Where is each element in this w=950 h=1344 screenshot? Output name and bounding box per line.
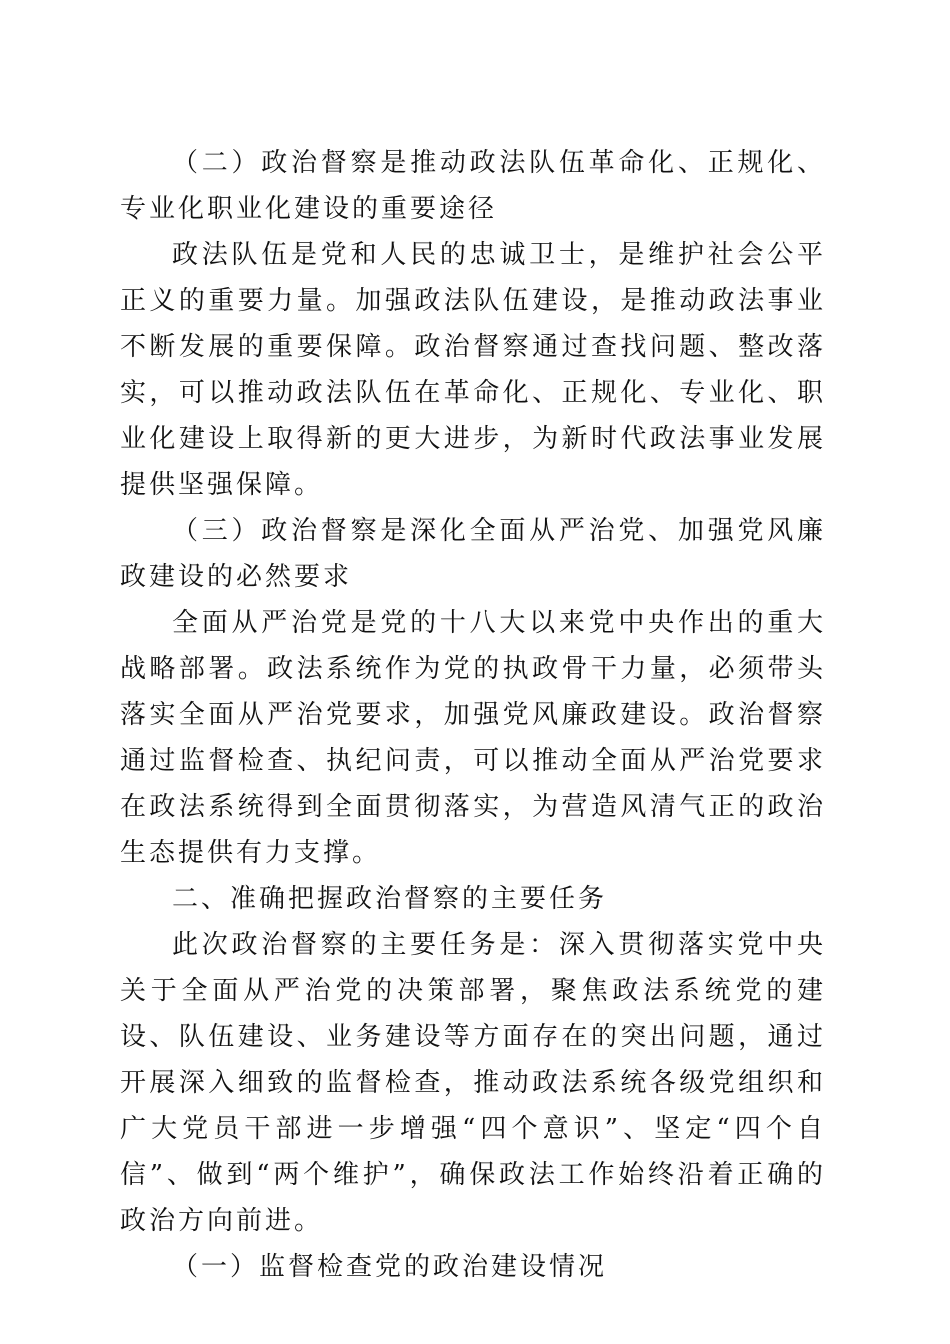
section-heading-1-political-construction: （一）监督检查党的政治建设情况 [172,1252,608,1282]
body-paragraph-strict-party-governance: 全面从严治党是党的十八大以来党中央作出的重大战略部署。政法系统作为党的执政骨干力量，必须带头落实全面从严治党要求，加强党风廉政建设。政治督察通过监督检查、执纪问责，可以推动全面从严治党要求在政法系统得到全面贯彻落实，为营造风清气正的政治生态提供有力支撑。 [120,608,826,868]
document-body [120,140,826,1290]
section-heading-2-political-inspection-team-building: （二）政治督察是推动政法队伍革命化、正规化、专业化职业化建设的重要途径 [120,148,826,224]
body-paragraph-main-tasks: 此次政治督察的主要任务是：深入贯彻落实党中央关于全面从严治党的决策部署，聚焦政法系统党的建设、队伍建设、业务建设等方面存在的突出问题，通过开展深入细致的监督检查，推动政法系统各级党组织和广大党员干部进一步增强“四个意识”、坚定“四个自信”、做到“两个维护”，确保政法工作始终沿着正确的政治方向前进。 [120,930,826,1236]
body-paragraph-team-building: 政法队伍是党和人民的忠诚卫士，是维护社会公平正义的重要力量。加强政法队伍建设，是推动政法事业不断发展的重要保障。政治督察通过查找问题、整改落实，可以推动政法队伍在革命化、正规化、专业化、职业化建设上取得新的更大进步，为新时代政法事业发展提供坚强保障。 [120,240,826,500]
section-heading-main-tasks: 二、准确把握政治督察的主要任务 [172,884,608,914]
section-heading-3-strict-party-governance: （三）政治督察是深化全面从严治党、加强党风廉政建设的必然要求 [120,516,826,592]
